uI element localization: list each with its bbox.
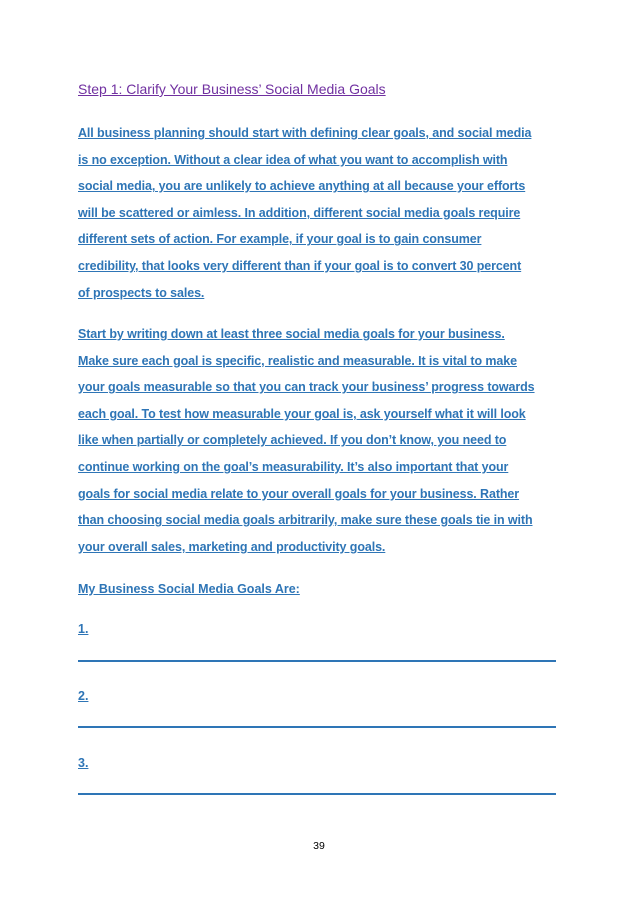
paragraph-line: will be scattered or aimless. In addition, different social media goals require <box>78 205 521 220</box>
paragraph-line: continue working on the goal’s measurability. It’s also important that your <box>78 459 509 474</box>
goal-answer-line-1 <box>78 660 556 662</box>
intro-paragraph <box>78 124 563 310</box>
paragraph-line: is no exception. Without a clear idea of what you want to accomplish with <box>78 152 508 167</box>
page-number: 39 <box>313 840 325 852</box>
goal-answer-line-2 <box>78 726 556 728</box>
paragraph-line: Make sure each goal is specific, realistic and measurable. It is vital to make <box>78 353 517 368</box>
paragraph-line: each goal. To test how measurable your goal is, ask yourself what it will look <box>78 406 526 421</box>
goal-number-3: 3. <box>78 756 89 770</box>
paragraph-line: your goals measurable so that you can track your business’ progress towards <box>78 380 535 395</box>
paragraph-line: goals for social media relate to your overall goals for your business. Rather <box>78 486 520 501</box>
paragraph-line: of prospects to sales. <box>78 285 205 300</box>
paragraph-line: Start by writing down at least three social media goals for your business. <box>78 327 505 341</box>
goal-number-1: 1. <box>78 622 89 636</box>
goal-number-2: 2. <box>78 689 89 703</box>
paragraph-line: credibility, that looks very different than if your goal is to convert 30 percent <box>78 258 522 273</box>
paragraph-line: All business planning should start with defining clear goals, and social media <box>78 126 532 140</box>
instructions-paragraph <box>78 325 563 564</box>
paragraph-line: like when partially or completely achieved. If you don’t know, you need to <box>78 433 507 448</box>
paragraph-line: social media, you are unlikely to achieve anything at all because your efforts <box>78 179 526 194</box>
section-heading: Step 1: Clarify Your Business’ Social Media Goals <box>78 81 386 97</box>
paragraph-line: your overall sales, marketing and productivity goals. <box>78 539 386 554</box>
goals-heading: My Business Social Media Goals Are: <box>78 582 300 596</box>
paragraph-line: than choosing social media goals arbitrarily, make sure these goals tie in with <box>78 513 533 528</box>
paragraph-line: different sets of action. For example, if your goal is to gain consumer <box>78 232 482 247</box>
goal-answer-line-3 <box>78 793 556 795</box>
